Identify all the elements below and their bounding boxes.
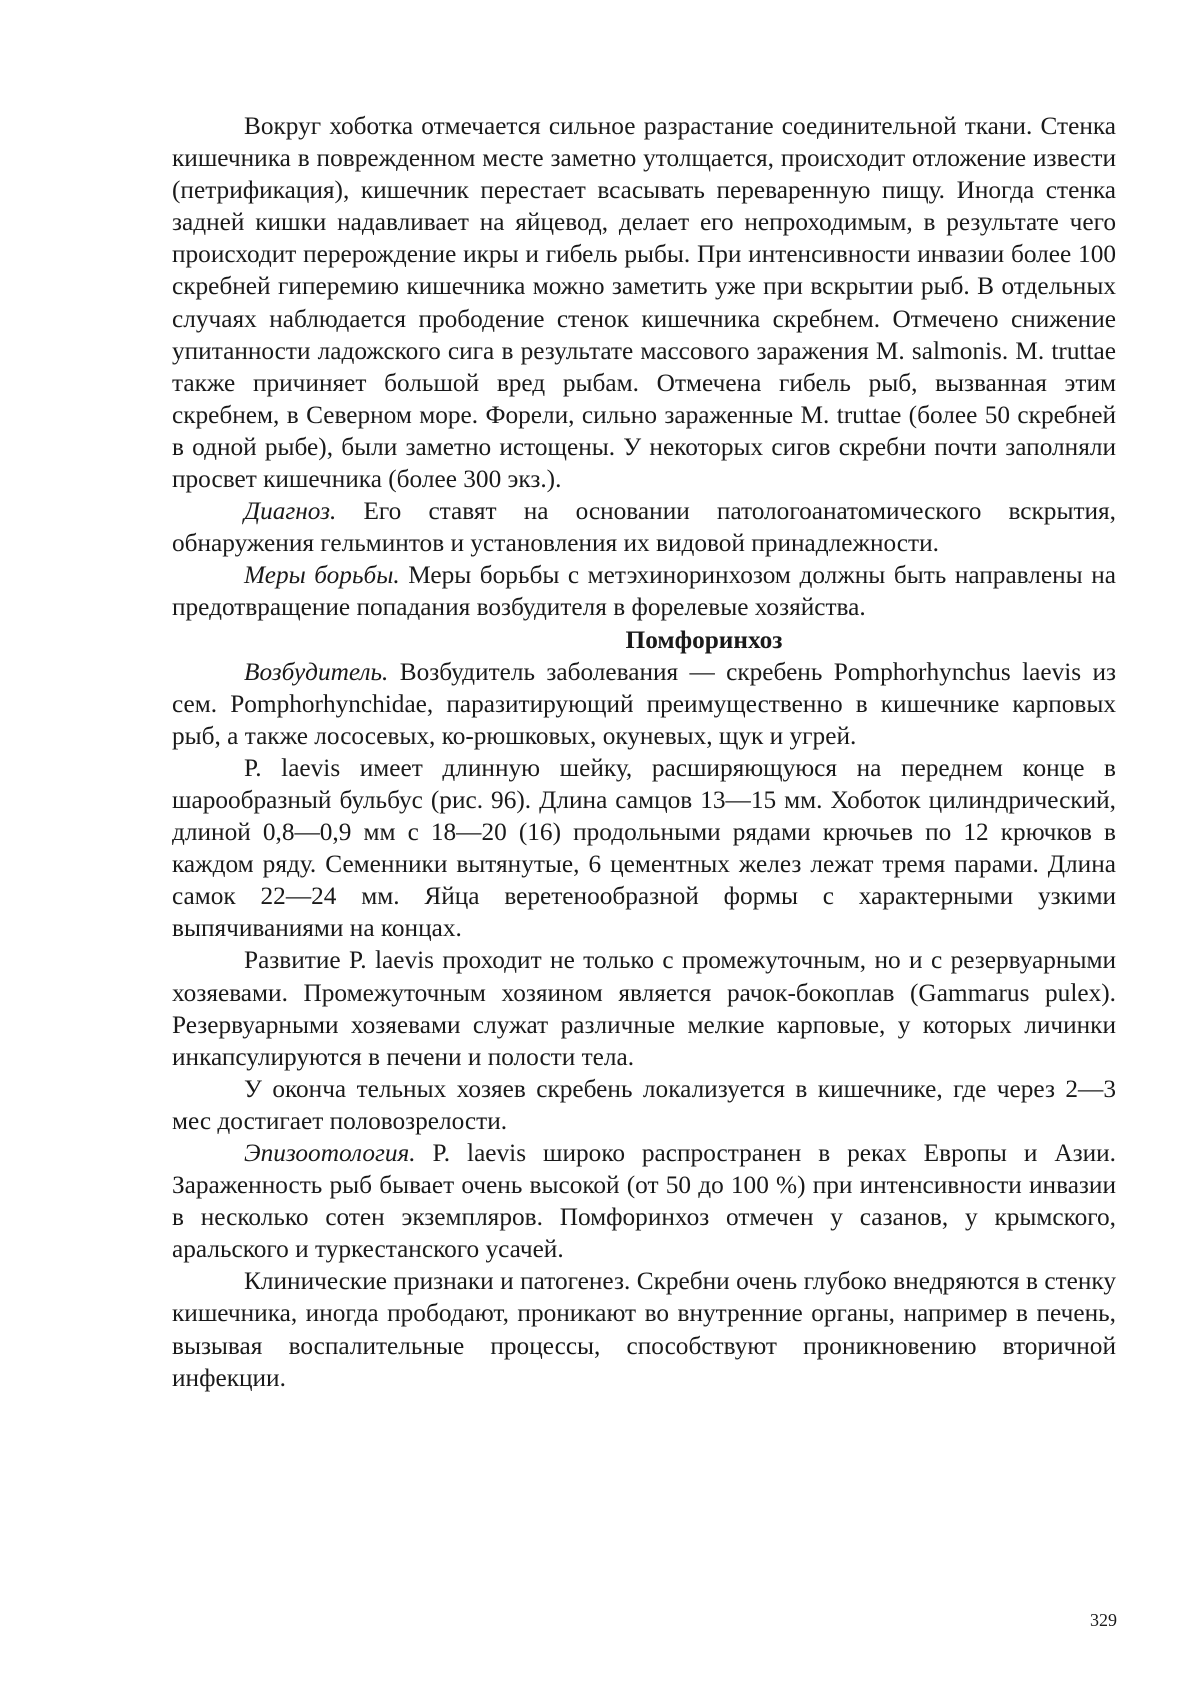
paragraph-pathology <box>172 110 1116 495</box>
page-number: 329 <box>1090 1610 1117 1630</box>
paragraph-text: Меры борьбы с метэхиноринхозом должны быть направлены на предотвращение попадания возбудителя в форелевые хозяйства. <box>172 561 1116 622</box>
paragraph-clinical-signs <box>172 1265 1116 1393</box>
paragraph-text: Вокруг хоботка отмечается сильное разрастание соединительной ткани. Стенка кишечника в поврежденном месте заметно утолщается, происходит отложение извести (петрификация), кишечник перестает всасывать переваренную пищу. Иногда стенка задней кишки надавливает на яйцевод, делает его непроходимым, в результате чего происходит перерождение икры и гибель рыбы. При интенсивности инвазии более 100 скребней гиперемию кишечника можно заметить уже при вскрытии рыб. В отдельных случаях наблюдается прободение стенок кишечника скребнем. Отмечено снижение упитанности ладожского сига в результате массового заражения M. salmonis. M. truttae также причиняет большой вред рыбам. Отмечена гибель рыб, вызванная этим скребнем, в Северном море. Форели, сильно зараженные M. truttae (более 50 скребней в одной рыбе), были заметно истощены. У некоторых сигов скребни почти заполняли просвет кишечника (более 300 экз.). <box>172 112 1116 494</box>
paragraph-final-hosts <box>172 1073 1116 1137</box>
paragraph-lead: Диагноз. <box>244 497 337 526</box>
paragraph-text: P. laevis имеет длинную шейку, расширяющуюся на переднем конце в шарообразный бульбус (рис. 96). Длина самцов 13—15 мм. Хоботок цилиндрический, длиной 0,8—0,9 мм с 18—20 (16) продольными рядами крючьев по 12 крючков в каждом ряду. Семенники вытянутые, 6 цементных желез лежат тремя парами. Длина самок 22—24 мм. Яйца веретенообразной формы с характерными узкими выпячиваниями на концах. <box>172 753 1116 943</box>
paragraph-text: Клинические признаки и патогенез. Скребни очень глубоко внедряются в стенку кишечника, иногда прободают, проникают во внутренние органы, например в печень, вызывая воспалительные процессы, способствуют проникновению вторичной инфекции. <box>172 1267 1116 1392</box>
paragraph-text: У оконча тельных хозяев скребень локализуется в кишечнике, где через 2—3 мес достигает половозрелости. <box>172 1074 1116 1135</box>
paragraph-text: Возбудитель заболевания — скребень Pomphorhynchus laevis из сем. Pomphorhynchidae, паразитирующий преимущественно в кишечнике карповых рыб, а также лососевых, ко-рюшковых, окуневых, щук и угрей. <box>172 657 1116 750</box>
paragraph-diagnosis <box>172 495 1116 559</box>
paragraph-epizootology <box>172 1137 1116 1265</box>
paragraph-morphology <box>172 752 1116 945</box>
paragraph-text: Его ставят на основании патологоанатомического вскрытия, обнаружения гельминтов и установления их видовой принадлежности. <box>172 497 1116 558</box>
page-body <box>172 110 1116 1394</box>
paragraph-development <box>172 944 1116 1072</box>
paragraph-control-measures <box>172 559 1116 623</box>
paragraph-lead: Меры борьбы. <box>244 561 400 590</box>
section-heading: Помфоринхоз <box>625 625 783 654</box>
paragraph-lead: Возбудитель. <box>244 657 389 686</box>
paragraph-pathogen <box>172 656 1116 752</box>
paragraph-text: P. laevis широко распространен в реках Европы и Азии. Зараженность рыб бывает очень высокой (от 50 до 100 %) при интенсивности инвазии в несколько сотен экземпляров. Помфоринхоз отмечен у сазанов, у крымского, аральского и туркестанского усачей. <box>172 1139 1116 1264</box>
paragraph-text: Развитие P. laevis проходит не только с промежуточным, но и с резервуарными хозяевами. Промежуточным хозяином является рачок-бокоплав (Gammarus pulex). Резервуарными хозяевами служат различные мелкие карповые, у которых личинки инкапсулируются в печени и полости тела. <box>172 946 1116 1071</box>
paragraph-lead: Эпизоотология. <box>244 1139 416 1167</box>
